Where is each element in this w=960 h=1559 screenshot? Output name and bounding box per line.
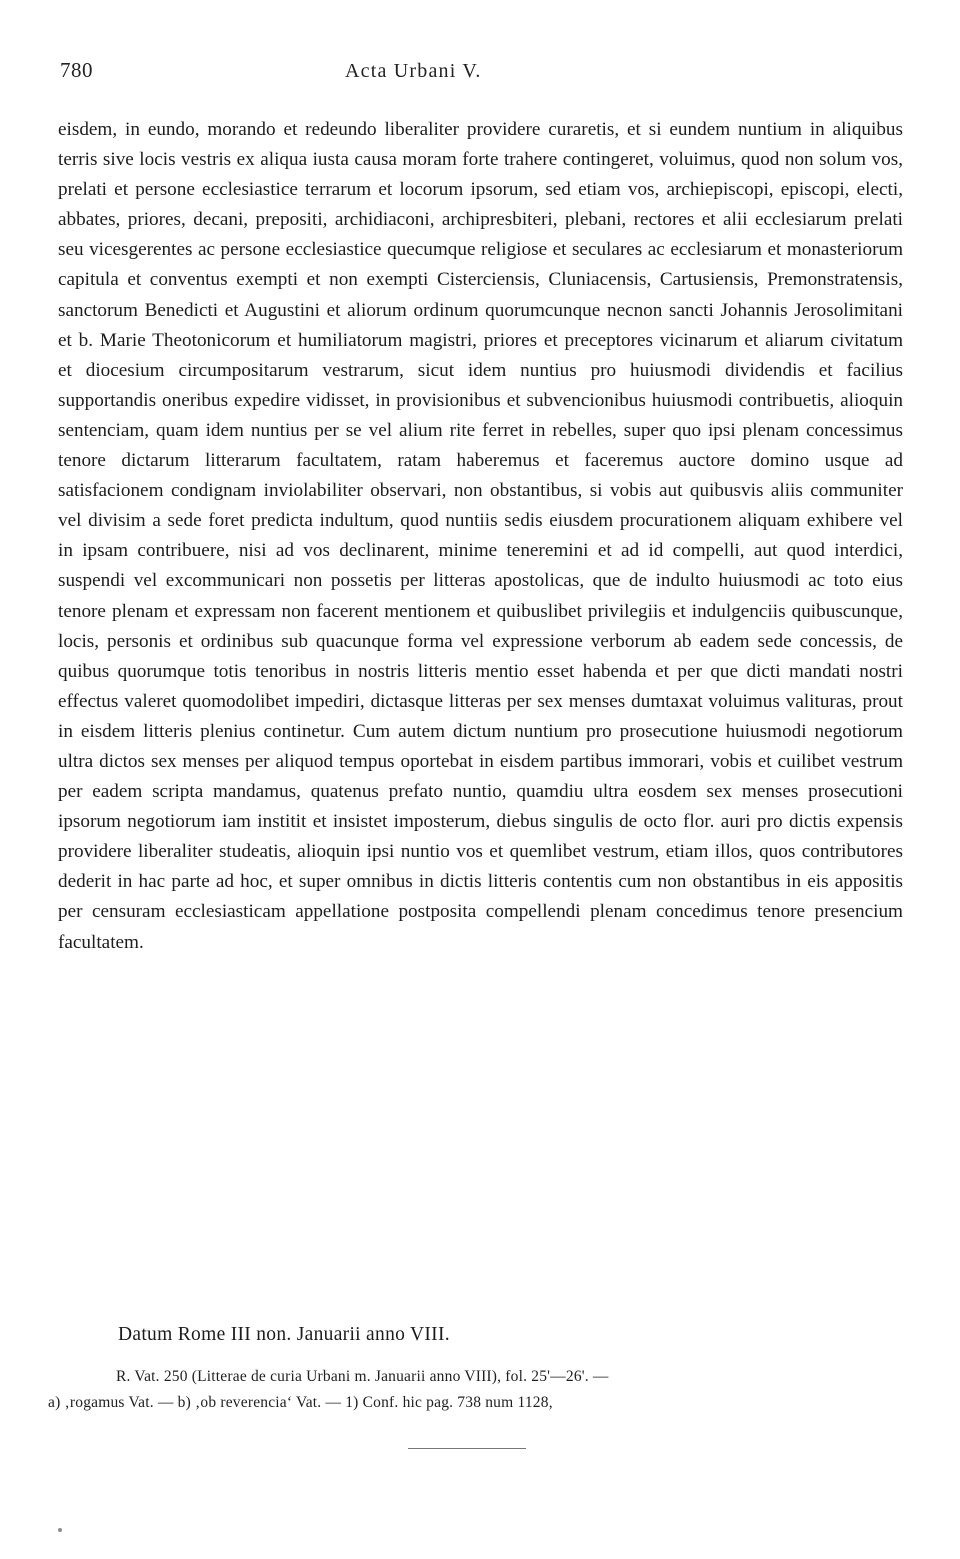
datum-line: Datum Rome III non. Januarii anno VIII. [118,1324,450,1345]
page-header [0,58,960,88]
page-number: 780 [60,58,93,82]
scan-artifact-left [58,1427,318,1441]
source-note: R. Vat. 250 (Litterae de curia Urbani m. Januarii anno VIII), fol. 25'—26'. — [116,1368,609,1385]
running-title: Acta Urbani V. [345,60,482,82]
body-paragraph: eisdem, in eundo, morando et redeundo liberaliter providere curaretis, et si eundem nuntium in aliquibus terris sive locis vestris ex aliqua iusta causa moram forte trahere contingeret, voluimus, quod non solum vos, prelati et persone ecclesiastice terrarum et locorum ipsorum, sed etiam vos, archiepiscopi, episcopi, electi, abbates, priores, decani, prepositi, archidiaconi, archipresbiteri, plebani, rectores et alii ecclesiarum prelati seu vicesgerentes ac persone ecclesiastice quecumque religiose et seculares ac ecclesiarum et monasteriorum capitula et conventus exempti et non exempti Cisterciensis, Cluniacensis, Cartusiensis, Premonstratensis, sanctorum Benedicti et Augustini et aliorum ordinum quorumcunque necnon sancti Johannis Jerosolimitani et b. Marie Theotonicorum et humiliatorum magistri, priores et preceptores vicinarum et aliarum civitatum et diocesium circumpositarum vestrarum, sicut idem nuntius pro huiusmodi dividendis et facilius supportandis oneribus expedire vidisset, in provisionibus et subvencionibus huiusmodi contribuetis, alioquin sentenciam, quam idem nuntius per se vel alium rite ferret in rebelles, super quo ipsi plenam concessimus tenore dictarum litterarum facultatem, ratam haberemus et faceremus auctore domino usque ad satisfacionem condignam inviolabiliter observari, non obstantibus, si vobis aut quibusvis aliis communiter vel divisim a sede foret predicta indultum, quod nuntiis sedis eiusdem procurationem aliquam exhibere vel in ipsam contribuere, nisi ad vos declinarent, minime teneremini et ad id compelli, aut quod interdici, suspendi vel excommunicari non possetis per litteras apostolicas, que de indulto huiusmodi ac toto eius tenore plenam et expressam non facerent mentionem et quibuslibet privilegiis et indulgenciis quibuscunque, locis, personis et ordinibus sub quacunque forma vel expressione verborum ab eadem sede concessis, de quibus quorumque totis tenoribus in nostris litteris mentio esset habenda et per que dicti mandati nostri effectus valeret quomodolibet impediri, dictasque litteras per sex menses dumtaxat voluimus valituras, prout in eisdem litteris plenius continetur. Cum autem dictum nuntium pro prosecutione huiusmodi negotiorum ultra dictos sex menses per aliquod tempus oportebat in eisdem partibus immorari, vobis et cuilibet vestrum per eadem scripta mandamus, quatenus prefato nuntio, quamdiu ultra eosdem sex menses prosecutioni ipsorum negotiorum iam institit et insistet imposterum, diebus singulis de octo flor. auri pro dictis expensis providere liberaliter studeatis, alioquin ipsi nuntio vos et quemlibet vestrum, etiam illos, quos contributores dederit in hac parte ad hoc, et super omnibus in dictis litteris contentis cum non obstantibus in eis appositis per censuram ecclesiasticam appellatione postposita compellendi plenam concedimus tenore presencium facultatem. [58,119,903,953]
footnotes: a) ‚rogamus Vat. — b) ‚ob reverencia‘ Vat. — 1) Conf. hic pag. 738 num 1128, [48,1394,553,1411]
footer-divider [408,1448,526,1449]
scan-speck [58,1528,62,1532]
scan-artifact-right [560,1427,760,1441]
body-text-block [58,115,903,958]
